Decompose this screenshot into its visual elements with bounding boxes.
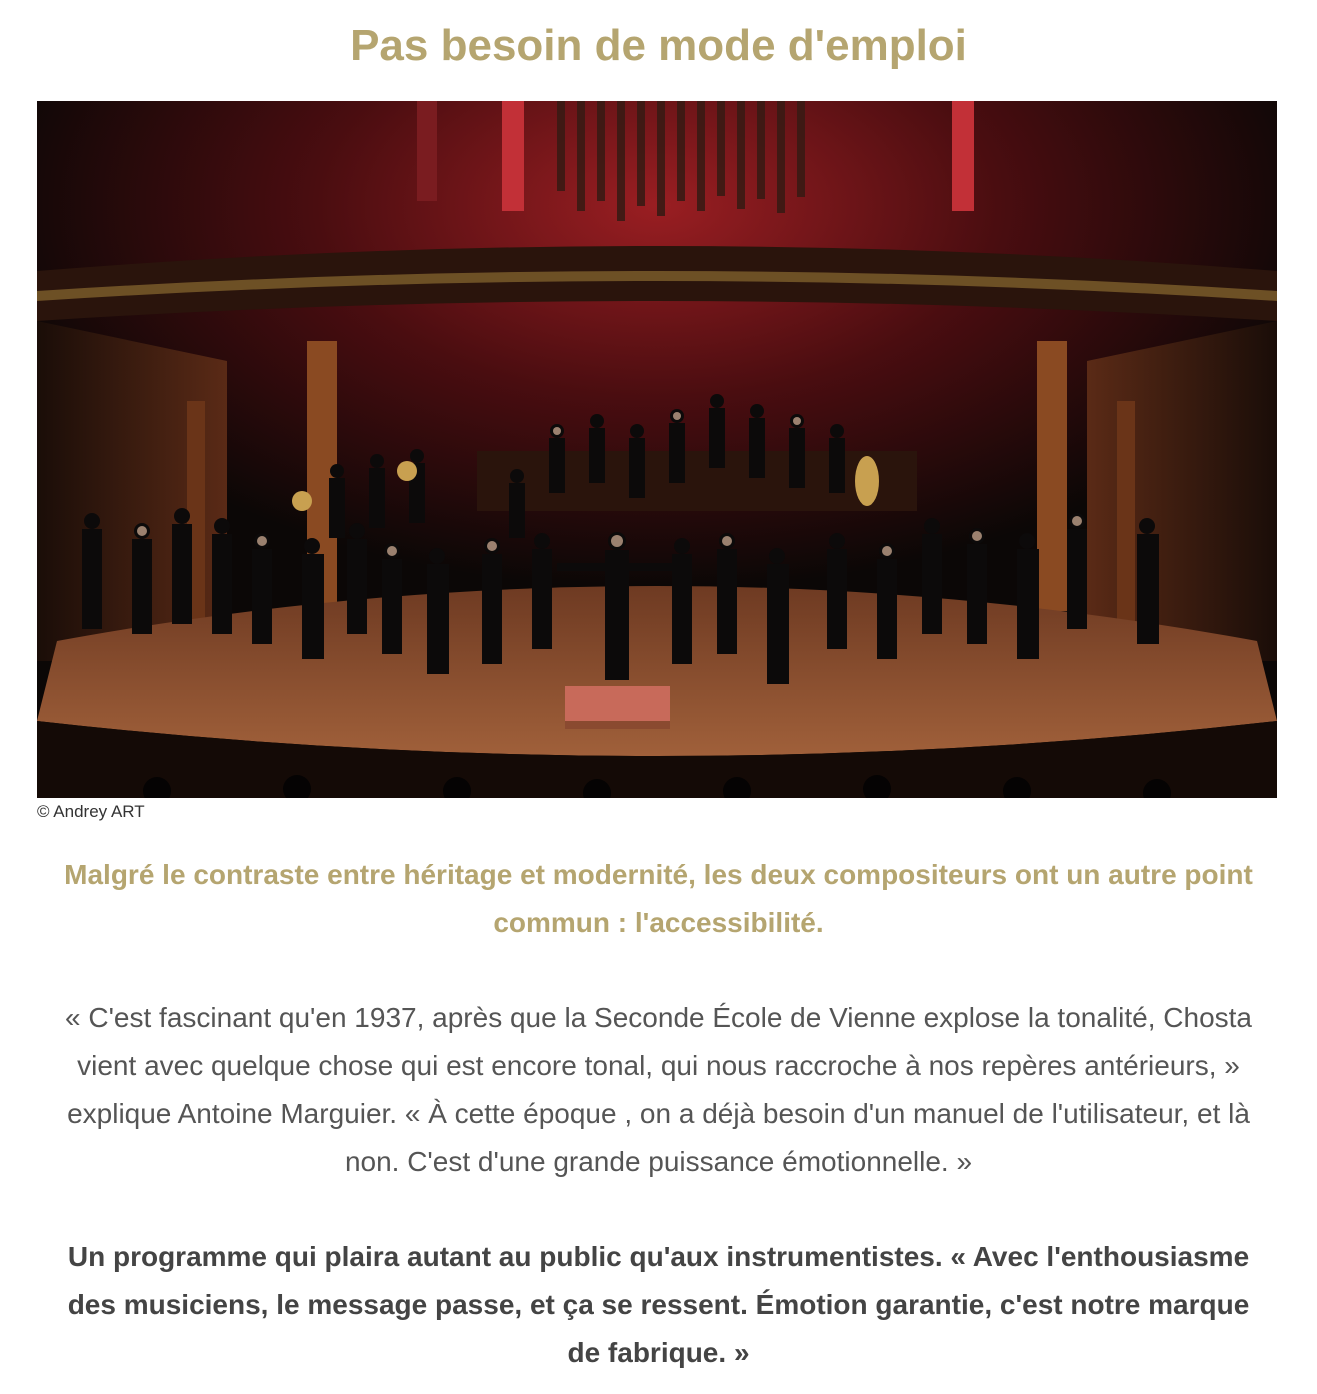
article-subtitle: Malgré le contraste entre héritage et modernité, les deux compositeurs ont un autre point commun : l'accessibilité. bbox=[64, 859, 1253, 938]
photo-credit: © Andrey ART bbox=[37, 802, 145, 821]
article-quote: « C'est fascinant qu'en 1937, après que la Seconde École de Vienne explose la tonalité, Chosta vient avec quelque chose qui est encore tonal, qui nous raccroche à nos repères antérieurs, » explique Antoine Marguier. « À cette époque , on a déjà besoin d'un manuel de l'utilisateur, et là non. C'est d'une grande puissance émotionnelle. » bbox=[65, 1002, 1252, 1177]
article-title: Pas besoin de mode d'emploi bbox=[350, 21, 967, 70]
orchestra-photo bbox=[37, 101, 1277, 798]
article-closing: Un programme qui plaira autant au public qu'aux instrumentistes. « Avec l'enthousiasme des musiciens, le message passe, et ça se ressent. Émotion garantie, c'est notre marque de fabrique. » bbox=[67, 1241, 1250, 1368]
